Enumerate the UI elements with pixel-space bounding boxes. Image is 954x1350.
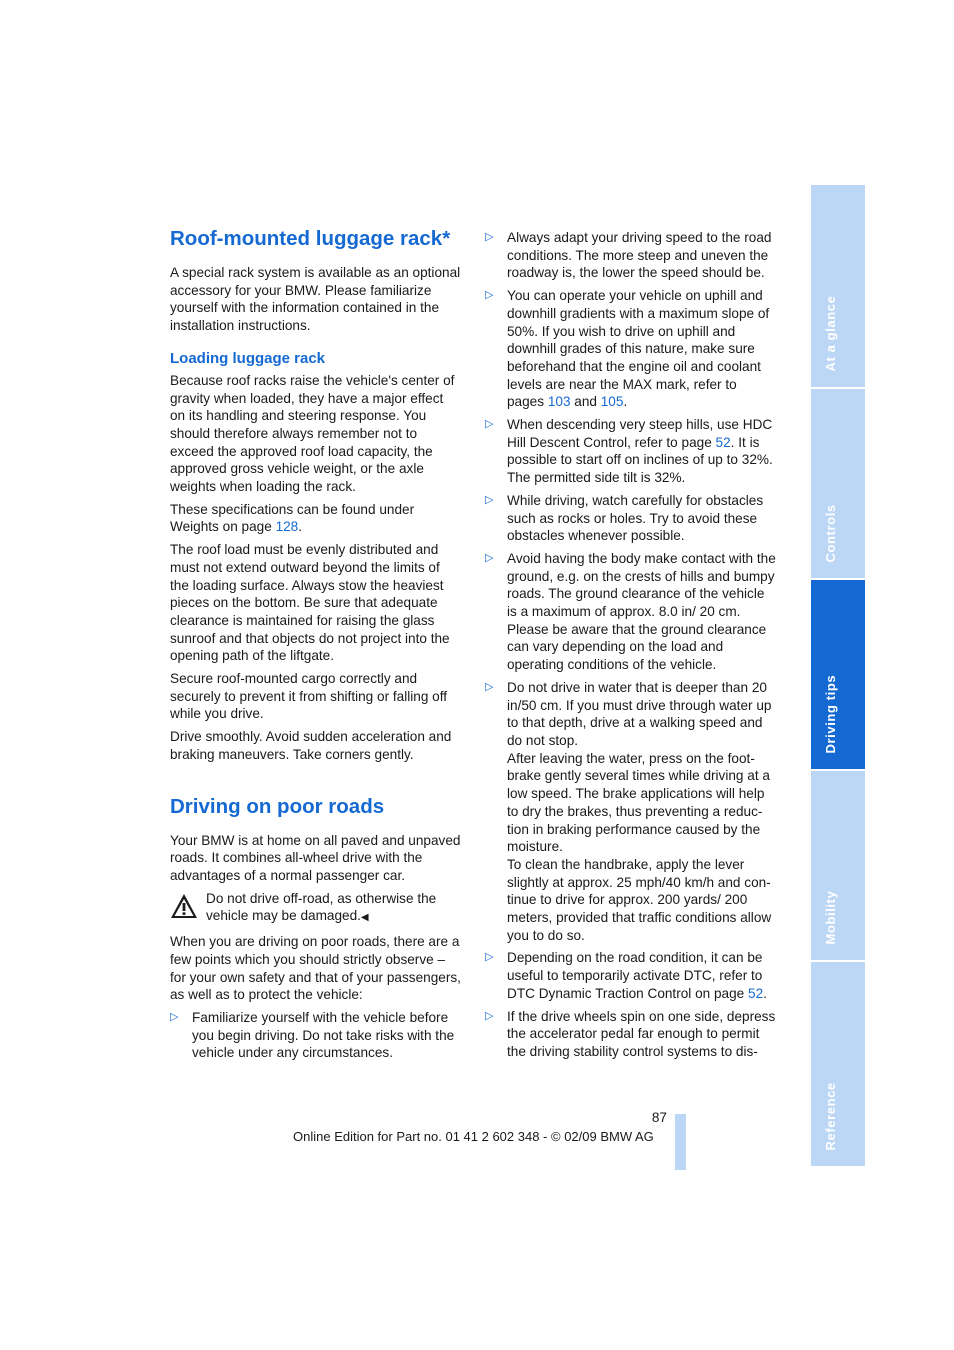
bullet-arrow-icon: ▷ — [485, 418, 494, 431]
tab-controls[interactable]: Controls — [811, 389, 865, 578]
tab-driving-tips[interactable]: Driving tips — [811, 580, 865, 769]
list-item: ▷ Familiarize yourself with the vehicle before you begin driving. Do not take risks with the vehicle under any circumstances. — [170, 1009, 455, 1061]
page-link-128[interactable]: 128 — [275, 519, 299, 535]
bullet-arrow-icon: ▷ — [485, 493, 494, 506]
end-mark-icon: ◀ — [360, 912, 369, 924]
tab-mobility[interactable]: Mobility — [811, 771, 865, 960]
loading-paragraph-4: Secure roof-mounted cargo correctly and securely to prevent it from shifting or falling off while you drive. — [170, 671, 448, 722]
bullet-arrow-icon: ▷ — [170, 1010, 179, 1023]
list-item: ▷ Depending on the road condition, it can be useful to temporarily activate DTC, refer to DTC Dynamic Traction Control on page 52. — [485, 950, 767, 1001]
chapter-tabs — [811, 185, 865, 1166]
section-title-poor-roads: Driving on poor roads — [170, 794, 385, 818]
page-link-105[interactable]: 105 — [600, 394, 624, 410]
page-link-103[interactable]: 103 — [547, 394, 571, 410]
list-item: ▷ When descending very steep hills, use HDC Hill Descent Control, refer to page 52. It is possible to start off on inclines of up to 32%. The permitted side tilt is 32%. — [485, 417, 773, 486]
tab-reference[interactable]: Reference — [811, 962, 865, 1166]
bullet-arrow-icon: ▷ — [485, 289, 494, 302]
bullet-arrow-icon: ▷ — [485, 951, 494, 964]
warning-triangle-icon — [170, 892, 198, 920]
bullet-arrow-icon: ▷ — [485, 231, 494, 243]
page-number: 87 — [651, 1110, 667, 1125]
page-link-52[interactable]: 52 — [715, 434, 731, 450]
right-column — [485, 229, 777, 1066]
subsection-title-loading: Loading luggage rack — [170, 349, 326, 367]
bullet-arrow-icon: ▷ — [485, 551, 494, 564]
list-item: ▷ You can operate your vehicle on uphill and downhill gradients with a maximum slope of 50%. If you wish to drive on uphill and downhill grades of this nature, make sure beforehand that the engine oil and coolant levels are near the MAX mark, refer to pages 103 and 105. — [485, 288, 770, 410]
footer-bar — [675, 1114, 686, 1170]
loading-paragraph-3: The roof load must be evenly distributed and must not extend outward beyond the limits of the loading surface. Always stow the heaviest pieces on the bottom. Be sure that adequate clearance is maintained for raising the glass sunroof and that objects do not project into the opening path of the liftgate. — [170, 542, 450, 664]
loading-paragraph-2: These specifications can be found under Weights on page 128. — [170, 501, 415, 535]
list-item: ▷ If the drive wheels spin on one side, depress the accelerator pedal far enough to permit the driving stability control systems to dis- — [485, 1008, 776, 1059]
section-title-roof-rack: Roof-mounted luggage rack* — [170, 227, 451, 250]
bullet-arrow-icon: ▷ — [485, 1009, 494, 1022]
loading-paragraph-1: Because roof racks raise the vehicle's center of gravity when loaded, they have a major effect on its handling and steering response. You should therefore always remember not to exceed the approved roof load capacity, the approved gross vehicle weight, or the axle weights when loading the rack. — [170, 372, 455, 495]
roof-rack-intro: A special rack system is available as an optional accessory for your BMW. Please familiarize yourself with the information contained in the installation instructions. — [170, 265, 461, 334]
list-item: ▷ While driving, watch carefully for obstacles such as rocks or holes. Try to avoid these obstacles whenever possible. — [485, 492, 764, 544]
poor-roads-intro: Your BMW is at home on all paved and unpaved roads. It combines all-wheel drive with the advantages of a normal passenger car. — [170, 832, 461, 883]
bullet-arrow-icon: ▷ — [485, 680, 494, 693]
warning-note: Do not drive off-road, as otherwise the vehicle may be damaged.◀ — [170, 890, 462, 927]
page-link-52[interactable]: 52 — [748, 985, 764, 1001]
left-column — [170, 226, 462, 1067]
tab-at-a-glance[interactable]: At a glance — [811, 185, 865, 387]
poor-roads-paragraph: When you are driving on poor roads, there are a few points which you should strictly observe – for your own safety and that of your passengers, as well as to protect the vehicle: — [170, 934, 461, 1003]
list-item: ▷ Always adapt your driving speed to the road conditions. The more steep and uneven the roadway is, the lower the speed should be. — [485, 230, 772, 281]
list-item: ▷ Avoid having the body make contact with the ground, e.g. on the crests of hills and bumpy roads. The ground clearance of the vehicle is a maximum of approx. 8.0 in/ 20 cm. Please be aware that the ground clearance can vary depending on the load and operating conditions of the vehicle. — [485, 550, 776, 673]
loading-paragraph-5: Drive smoothly. Avoid sudden acceleration and braking maneuvers. Take corners gently. — [170, 729, 452, 762]
list-item: ▷ Do not drive in water that is deeper than 20 in/50 cm. If you must drive through water up to that depth, drive at a walking speed and do not stop. After leaving the water, press on the foot-brake gently several times while driving at a low speed. The brake applications will help to dry the brakes, thus preventing a reduc-tion in braking performance caused by the moisture. To clean the handbrake, apply the lever slightly at approx. 25 mph/40 km/h and con-tinue to drive for approx. 200 yards/ 200 meters, provided that traffic conditions allow you to do so. — [485, 679, 772, 943]
footer-text: Online Edition for Part no. 01 41 2 602 348 - © 02/09 BMW AG — [293, 1129, 654, 1144]
